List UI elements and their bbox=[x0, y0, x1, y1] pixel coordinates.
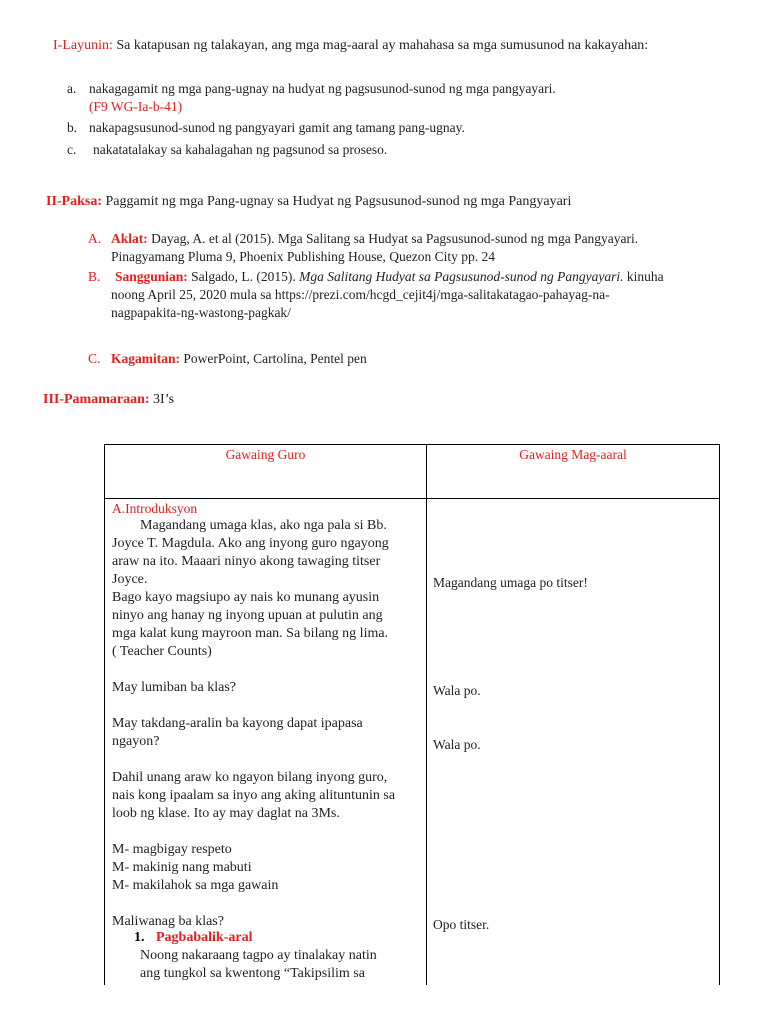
teacher-line: Maliwanag ba klas? bbox=[112, 914, 224, 929]
recall-text bbox=[140, 947, 377, 983]
objective-text: nakagagamit ng mga pang-ugnay na hudyat ng pagsusunod-sunod ng mga pangyayari. bbox=[89, 81, 556, 96]
student-response: Wala po. bbox=[433, 737, 481, 752]
objective-item-a bbox=[67, 80, 707, 116]
reference-book-line2: Pinagyamang Pluma 9, Phoenix Publishing House, Quezon City pp. 24 bbox=[111, 249, 495, 264]
materials-text: PowerPoint, Cartolina, Pentel pen bbox=[183, 351, 367, 366]
student-response: Magandang umaga po titser! bbox=[433, 575, 588, 590]
teacher-line: Dahil unang araw ko ngayon bilang inyong guro, bbox=[112, 770, 388, 785]
teacher-line: Joyce T. Magdula. Ako ang inyong guro ngayong bbox=[112, 536, 389, 551]
teacher-line bbox=[112, 661, 395, 679]
teacher-line: ngayon? bbox=[112, 734, 160, 749]
teacher-line: loob ng klase. Ito ay may daglat na 3Ms. bbox=[112, 806, 340, 821]
reference-source-title: Mga Salitang Hudyat sa Pagsusunod-sunod ng Pangyayari. bbox=[299, 269, 624, 284]
reference-source bbox=[88, 268, 728, 322]
reference-source-author: Salgado, L. (2015). bbox=[191, 269, 296, 284]
teacher-line: mga kalat kung mayroon man. Sa bilang ng lima. bbox=[112, 626, 389, 641]
objectives-intro: Sa katapusan ng talakayan, ang mga mag-aaral ay mahahasa sa mga sumusunod na kakayahan: bbox=[116, 38, 649, 53]
objective-marker: c. bbox=[67, 142, 77, 157]
teacher-line: nais kong ipaalam sa inyo ang aking alituntunin sa bbox=[112, 788, 396, 803]
reference-book-label: Aklat: bbox=[111, 231, 148, 246]
lesson-table bbox=[104, 444, 720, 985]
student-response: Opo titser. bbox=[433, 917, 490, 932]
teacher-line: May takdang-aralin ba kayong dapat ipapasa bbox=[112, 716, 363, 731]
reference-source-after: kinuha bbox=[626, 269, 664, 284]
teacher-line: M- magbigay respeto bbox=[112, 842, 232, 857]
recall-line: ang tungkol sa kwentong “Takipsilim sa bbox=[140, 966, 365, 981]
section-title: A.Introduksyon bbox=[112, 501, 198, 516]
materials-label: Kagamitan: bbox=[111, 351, 180, 366]
subsection-heading bbox=[134, 929, 252, 947]
reference-marker: B. bbox=[88, 269, 101, 284]
teacher-line: ninyo ang hanay ng inyong upuan at pulutin ang bbox=[112, 608, 383, 623]
procedure-heading bbox=[43, 392, 174, 408]
teacher-line bbox=[112, 751, 395, 769]
header-student: Gawaing Mag-aaral bbox=[519, 447, 627, 462]
header-teacher: Gawaing Guro bbox=[225, 447, 306, 462]
student-response: Wala po. bbox=[433, 683, 481, 698]
teacher-line: M- makilahok sa mga gawain bbox=[112, 878, 279, 893]
objective-text: nakatatalakay sa kahalagahan ng pagsunod sa proseso. bbox=[93, 142, 388, 157]
objective-marker: b. bbox=[67, 120, 78, 135]
reference-source-line3: nagpapakita-ng-wastong-pagkak/ bbox=[111, 305, 291, 320]
objective-item-b bbox=[67, 119, 707, 137]
teacher-column bbox=[112, 517, 395, 931]
teacher-line bbox=[112, 823, 395, 841]
reference-source-line2: noong April 25, 2020 mula sa https://prezi.com/hcgd_cejit4j/mga-salitakatagao-pahayag-na- bbox=[111, 287, 610, 302]
topic-text: Paggamit ng mga Pang-ugnay sa Hudyat ng Pagsusunod-sunod ng mga Pangyayari bbox=[105, 194, 572, 209]
teacher-line: ( Teacher Counts) bbox=[112, 644, 212, 659]
reference-book bbox=[88, 230, 728, 266]
reference-materials bbox=[88, 350, 728, 368]
column-divider bbox=[426, 445, 427, 985]
objectives-label: I-Layunin: bbox=[53, 38, 113, 53]
reference-marker: C. bbox=[88, 351, 101, 366]
teacher-line: Joyce. bbox=[112, 572, 148, 587]
objective-text: nakapagsusunod-sunod ng pangyayari gamit ang tamang pang-ugnay. bbox=[89, 120, 465, 135]
topic-heading bbox=[46, 194, 571, 210]
procedure-text: 3I’s bbox=[153, 392, 175, 407]
reference-marker: A. bbox=[88, 231, 102, 246]
objective-code: (F9 WG-Ia-b-41) bbox=[89, 99, 183, 114]
reference-book-line1: Dayag, A. et al (2015). Mga Salitang sa Hudyat sa Pagsusunod-sunod ng mga Pangyayari. bbox=[151, 231, 639, 246]
procedure-label: III-Pamamaraan: bbox=[43, 392, 150, 407]
reference-source-label: Sanggunian: bbox=[115, 269, 188, 284]
objective-item-c bbox=[67, 141, 707, 159]
subsection-title: Pagbabalik-aral bbox=[156, 930, 253, 945]
topic-label: II-Paksa: bbox=[46, 194, 103, 209]
teacher-line bbox=[112, 895, 395, 913]
teacher-line: Magandang umaga klas, ako nga pala si Bb. bbox=[112, 518, 387, 533]
teacher-line: Bago kayo magsiupo ay nais ko munang ayusin bbox=[112, 590, 380, 605]
teacher-line: May lumiban ba klas? bbox=[112, 680, 237, 695]
teacher-line bbox=[112, 697, 395, 715]
header-divider bbox=[105, 498, 719, 499]
teacher-line: araw na ito. Maaari ninyo akong tawaging titser bbox=[112, 554, 381, 569]
subsection-marker: 1. bbox=[134, 930, 145, 945]
recall-line: Noong nakaraang tagpo ay tinalakay natin bbox=[140, 948, 377, 963]
objective-marker: a. bbox=[67, 81, 77, 96]
teacher-line: M- makinig nang mabuti bbox=[112, 860, 252, 875]
objectives-heading bbox=[53, 38, 648, 54]
